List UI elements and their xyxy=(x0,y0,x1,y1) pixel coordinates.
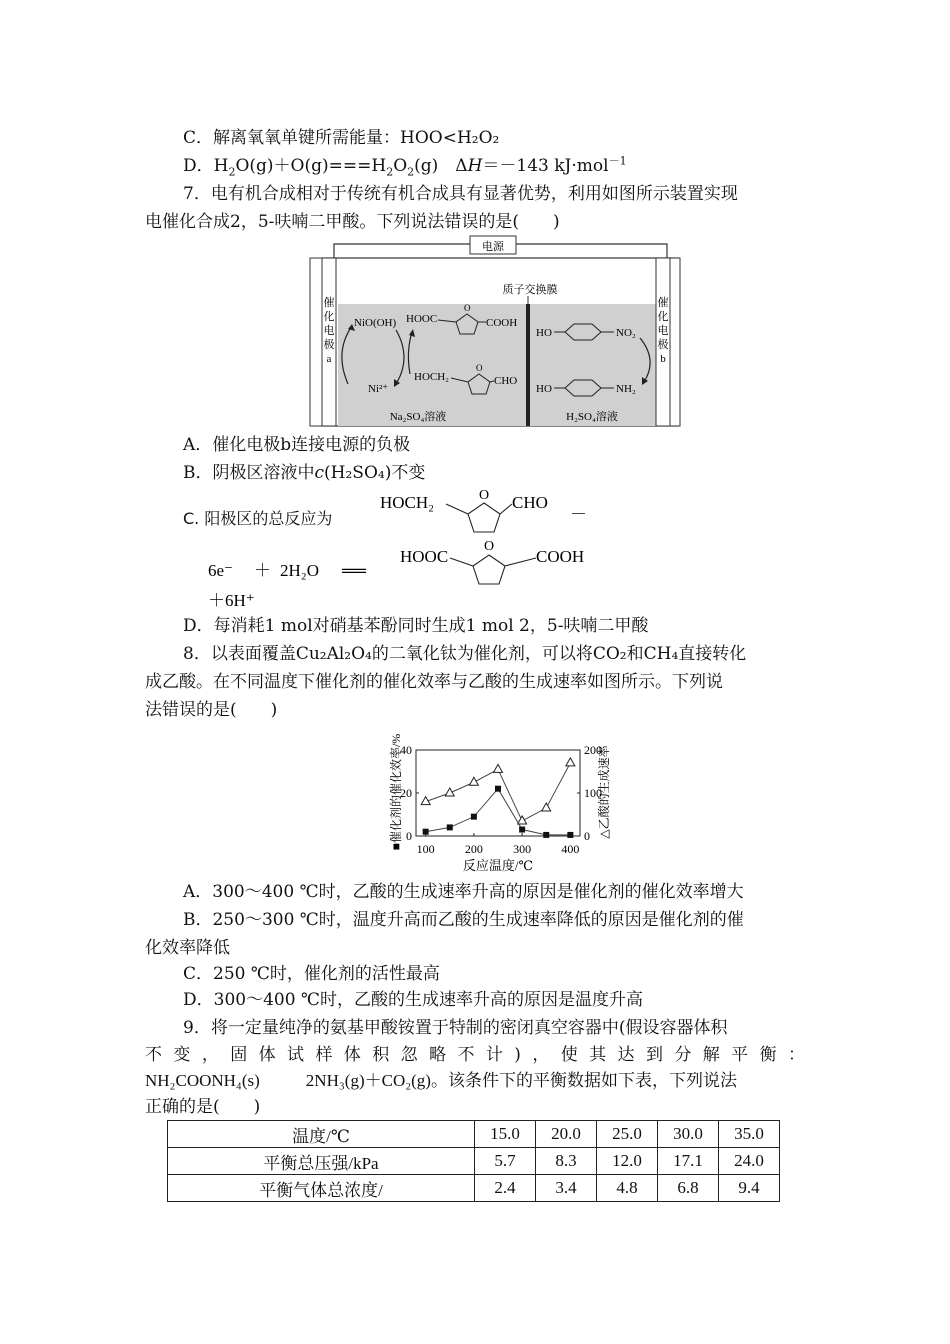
q9-stem-char: 体 xyxy=(343,1045,361,1065)
svg-text:＋6H⁺: ＋6H⁺ xyxy=(208,591,255,610)
membrane-label: 质子交换膜 xyxy=(502,284,558,296)
svg-text:CHO: CHO xyxy=(512,493,548,512)
svg-text:化: 化 xyxy=(323,311,335,323)
table-cell: 8.3 xyxy=(536,1148,597,1175)
svg-text:b: b xyxy=(660,353,666,365)
q9-stem-char: 平 xyxy=(731,1045,749,1065)
q8-option-a: A．300～400 ℃时，乙酸的生成速率升高的原因是催化剂的催化效率增大 xyxy=(183,882,744,902)
x-tick-label: 100 xyxy=(416,842,435,856)
svg-text:Ni²⁺: Ni²⁺ xyxy=(368,383,389,395)
data-point-square xyxy=(519,827,525,833)
svg-text:2H₂O: 2H₂O xyxy=(280,561,319,580)
data-point-square xyxy=(543,832,549,838)
svg-text:HOOC: HOOC xyxy=(400,547,449,566)
y-right-tick-label: 100 xyxy=(584,786,602,800)
table-cell: 35.0 xyxy=(719,1121,780,1148)
svg-text:化: 化 xyxy=(657,311,669,323)
x-axis-label: 反应温度/℃ xyxy=(462,858,534,873)
svg-text:COOH: COOH xyxy=(486,317,518,329)
svg-text:HOOC: HOOC xyxy=(406,313,438,325)
svg-text:NH₂: NH₂ xyxy=(616,383,636,395)
svg-text:HOCH₂: HOCH₂ xyxy=(414,371,450,383)
svg-text:催: 催 xyxy=(657,297,669,309)
svg-text:6e⁻: 6e⁻ xyxy=(208,561,234,580)
svg-text:══: ══ xyxy=(342,561,367,580)
x-tick-label: 400 xyxy=(561,842,580,856)
svg-text:NO₂: NO₂ xyxy=(616,327,636,339)
q9-stem-line2 xyxy=(145,1043,805,1067)
table-cell: 24.0 xyxy=(719,1148,780,1175)
y-left-tick-label: 0 xyxy=(406,829,412,843)
q9-stem-char: 解 xyxy=(702,1045,720,1065)
svg-text:电: 电 xyxy=(323,325,335,337)
table-cell: 6.8 xyxy=(658,1175,719,1202)
q9-stem-char: 不 xyxy=(457,1045,475,1065)
equilibrium-table xyxy=(167,1120,780,1202)
q7-option-c-lead: C. 阳极区的总反应为 xyxy=(183,509,333,528)
q9-stem-char: 样 xyxy=(315,1045,333,1065)
data-point-triangle xyxy=(566,758,575,766)
svg-text:＋: ＋ xyxy=(254,561,271,580)
data-point-triangle xyxy=(469,777,478,785)
q7-stem-line2: 电催化合成2，5-呋喃二甲酸。下列说法错误的是( ) xyxy=(145,212,560,232)
svg-text:NiO(OH): NiO(OH) xyxy=(354,317,397,329)
q9-stem-line1: 9．将一定量纯净的氨基甲酸铵置于特制的密闭真空容器中(假设容器体积 xyxy=(183,1018,728,1038)
data-point-square xyxy=(423,829,429,835)
left-axis-label: ■催化剂的催化效率/% xyxy=(389,733,403,851)
y-left-tick-label: 40 xyxy=(400,743,412,757)
svg-text:极: 极 xyxy=(657,339,669,351)
svg-text:HO: HO xyxy=(536,383,552,395)
q9-stem-char: 积 xyxy=(372,1045,390,1065)
q9-stem-char: 忽 xyxy=(400,1045,418,1065)
right-axis-label: △乙酸的生成速率 xyxy=(597,745,611,839)
q7-stem-line1: 7．电有机合成相对于传统有机合成具有显著优势，利用如图所示装置实现 xyxy=(183,184,738,204)
table-cell: 25.0 xyxy=(597,1121,658,1148)
svg-text:极: 极 xyxy=(323,339,335,351)
svg-text:－: － xyxy=(570,505,587,524)
table-cell: 9.4 xyxy=(719,1175,780,1202)
table-row xyxy=(168,1175,780,1202)
q9-stem-char: 变 xyxy=(173,1045,191,1065)
q9-stem-char: 固 xyxy=(230,1045,248,1065)
q9-stem-char: 计 xyxy=(485,1045,503,1065)
table-cell: 30.0 xyxy=(658,1121,719,1148)
q9-equation: NH₂COONH₄(s) 2NH₃(g)＋CO₂(g)。该条件下的平衡数据如下表，下列说法 xyxy=(145,1071,737,1090)
data-point-square xyxy=(447,824,453,830)
q9-stem-char: 其 xyxy=(589,1045,607,1065)
q7-option-b: B．阴极区溶液中c(H₂SO₄)不变 xyxy=(183,463,426,483)
svg-text:O: O xyxy=(479,488,490,503)
right-solution-label: H₂SO₄溶液 xyxy=(566,411,618,423)
q9-stem-char: 体 xyxy=(258,1045,276,1065)
electrolysis-figure xyxy=(308,234,682,430)
q8-option-d: D．300～400 ℃时，乙酸的生成速率升高的原因是温度升高 xyxy=(183,990,643,1010)
table-cell: 15.0 xyxy=(475,1121,536,1148)
table-cell: 5.7 xyxy=(475,1148,536,1175)
q8-option-c: C．250 ℃时，催化剂的活性最高 xyxy=(183,964,440,984)
q9-stem-char: 达 xyxy=(617,1045,635,1065)
catalyst-chart xyxy=(380,722,620,876)
data-point-square xyxy=(567,832,573,838)
table-cell: 17.1 xyxy=(658,1148,719,1175)
q9-stem-char: 试 xyxy=(287,1045,305,1065)
membrane xyxy=(526,304,530,426)
svg-text:CHO: CHO xyxy=(494,375,518,387)
q9-stem-char: 衡 xyxy=(759,1045,777,1065)
svg-text:O: O xyxy=(484,539,495,554)
q6-option-d: D．$H_2O(g)+O(g)===H_2O_2(g)$ ΔH＝－143 kJ·mol$^{-1}$ xyxy=(183,154,627,179)
left-solution-label: Na₂SO₄溶液 xyxy=(389,411,447,423)
data-point-square xyxy=(471,814,477,820)
svg-text:a: a xyxy=(326,353,332,365)
q7-option-a: A．催化电极b连接电源的负极 xyxy=(183,435,411,455)
q9-stem-char: ， xyxy=(532,1045,550,1065)
table-cell: 2.4 xyxy=(475,1175,536,1202)
data-point-triangle xyxy=(494,764,503,772)
svg-text:电: 电 xyxy=(657,325,669,337)
data-point-triangle xyxy=(518,816,527,824)
q9-stem-char: 分 xyxy=(674,1045,692,1065)
q8-stem-line2: 成乙酸。在不同温度下催化剂的催化效率与乙酸的生成速率如图所示。下列说 xyxy=(145,672,723,692)
y-right-tick-label: 200 xyxy=(584,743,602,757)
table-cell: 12.0 xyxy=(597,1148,658,1175)
x-tick-label: 200 xyxy=(464,842,483,856)
table-row xyxy=(168,1148,780,1175)
q6-option-c: C．解离氧氧单键所需能量：HOO<H₂O₂ xyxy=(183,128,500,148)
q8-option-b-line2: 化效率降低 xyxy=(145,938,230,958)
q9-stem-char: 不 xyxy=(145,1045,162,1065)
q8-stem-line1: 8．以表面覆盖Cu₂Al₂O₄的二氧化钛为催化剂，可以将CO₂和CH₄直接转化 xyxy=(183,644,747,664)
q9-stem-char: 使 xyxy=(560,1045,578,1065)
power-label: 电源 xyxy=(482,241,504,253)
q9-stem-char: 到 xyxy=(645,1045,663,1065)
svg-text:O: O xyxy=(476,363,483,373)
q8-stem-line3: 法错误的是( ) xyxy=(145,700,278,720)
x-tick-label: 300 xyxy=(513,842,532,856)
data-point-triangle xyxy=(542,803,551,811)
svg-text:HO: HO xyxy=(536,327,552,339)
table-cell: 3.4 xyxy=(536,1175,597,1202)
table-row xyxy=(168,1121,780,1148)
table-cell: 平衡气体总浓度/ xyxy=(168,1175,475,1202)
q8-option-b-line1: B．250～300 ℃时，温度升高而乙酸的生成速率降低的原因是催化剂的催 xyxy=(183,910,744,930)
chart-plot-area xyxy=(416,750,580,836)
y-left-tick-label: 20 xyxy=(400,786,412,800)
svg-text:催: 催 xyxy=(323,297,335,309)
data-point-square xyxy=(495,786,501,792)
q7-option-d: D．每消耗1 mol对硝基苯酚同时生成1 mol 2，5-呋喃二甲酸 xyxy=(183,616,649,636)
q9-stem-char: ， xyxy=(201,1045,219,1065)
q7-option-c-equation xyxy=(200,484,620,612)
svg-text:COOH: COOH xyxy=(536,547,585,566)
y-right-tick-label: 0 xyxy=(584,829,590,843)
q9-stem-line4: 正确的是( ) xyxy=(145,1097,261,1117)
q9-stem-char: 略 xyxy=(429,1045,447,1065)
table-cell: 平衡总压强/kPa xyxy=(168,1148,475,1175)
table-cell: 4.8 xyxy=(597,1175,658,1202)
svg-text:HOCH₂: HOCH₂ xyxy=(380,493,435,512)
table-cell: 20.0 xyxy=(536,1121,597,1148)
svg-text:O: O xyxy=(464,303,471,313)
q9-stem-char: ) xyxy=(514,1045,521,1065)
q9-stem-char: ： xyxy=(787,1045,805,1065)
table-cell: 温度/℃ xyxy=(168,1121,475,1148)
